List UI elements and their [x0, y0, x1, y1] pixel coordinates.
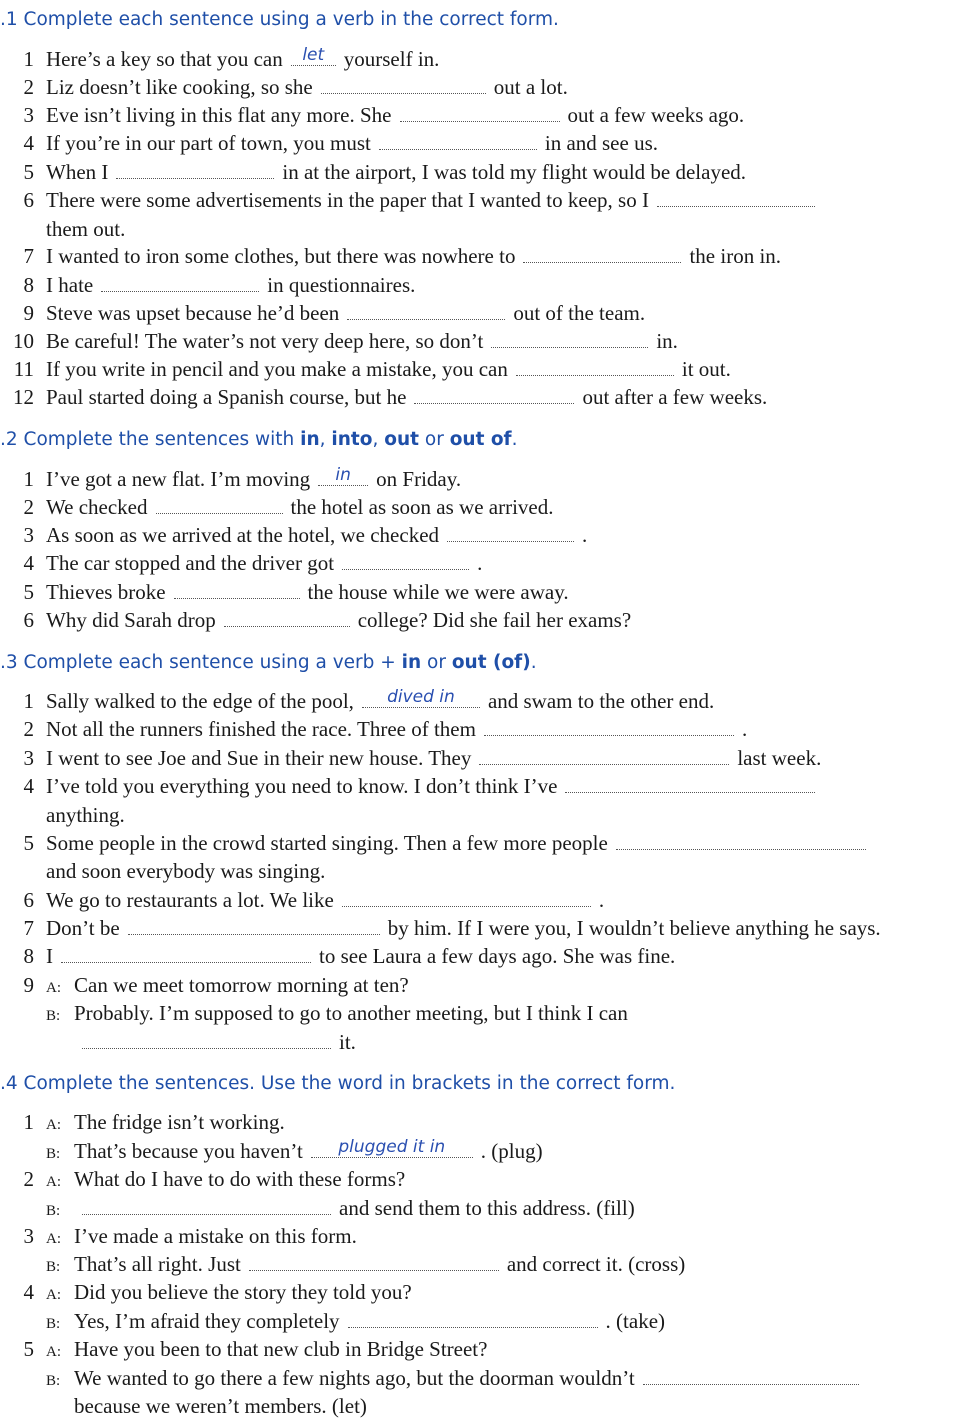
text-segment: on Friday. — [376, 467, 462, 491]
answer-blank[interactable] — [291, 47, 336, 66]
item-number: 1 — [23, 689, 34, 713]
text-segment: it out. — [681, 357, 731, 381]
exercise-line — [0, 606, 631, 634]
answer-blank[interactable] — [347, 301, 505, 320]
exercise-line — [0, 158, 746, 186]
answer-blank[interactable] — [565, 774, 815, 793]
text-segment: The fridge isn’t working. — [74, 1110, 285, 1134]
exercise-line — [0, 1392, 367, 1420]
item-number: 3 — [23, 103, 34, 127]
answer-blank[interactable] — [101, 273, 259, 292]
item-text — [46, 715, 747, 743]
section-title-part: Complete the sentences. Use the word in brackets in the correct form. — [23, 1073, 676, 1094]
exercise-line — [0, 129, 658, 157]
exercise-line — [0, 215, 125, 243]
text-segment: Sally walked to the edge of the pool, — [46, 689, 354, 713]
text-segment: the iron in. — [689, 244, 782, 268]
text-segment: to see Laura a few days ago. She was fine. — [319, 944, 676, 968]
answer-blank[interactable] — [61, 944, 311, 963]
answer-blank[interactable] — [116, 160, 274, 179]
text-segment: yourself in. — [343, 47, 440, 71]
text-segment: Eve isn’t living in this flat any more. She — [46, 103, 392, 127]
section-number: .2 — [0, 429, 18, 450]
exercise-line — [0, 1222, 357, 1250]
section-title-part: in — [300, 429, 320, 450]
item-number: 4 — [23, 551, 34, 575]
exercise-line — [0, 801, 125, 829]
text-segment: . — [598, 888, 605, 912]
item-text — [46, 549, 482, 577]
item-number: 9 — [23, 973, 34, 997]
answer-blank[interactable] — [479, 746, 729, 765]
answer-blank[interactable] — [82, 1196, 331, 1215]
item-number: 9 — [23, 301, 34, 325]
item-text — [46, 1194, 635, 1225]
answer-blank[interactable] — [321, 75, 486, 94]
text-segment: out after a few weeks. — [582, 385, 768, 409]
exercise-line — [0, 578, 569, 606]
item-text — [46, 271, 415, 299]
item-text — [46, 606, 631, 634]
item-number: 6 — [23, 188, 34, 212]
item-number: 4 — [23, 131, 34, 155]
text-segment: I’ve made a mistake on this form. — [74, 1224, 357, 1248]
item-text — [46, 1278, 412, 1309]
section-title-part: . — [511, 429, 518, 450]
item-text — [46, 914, 881, 942]
item-text — [46, 355, 731, 383]
text-segment: I’ve got a new flat. I’m moving — [46, 467, 311, 491]
item-number: 3 — [23, 523, 34, 547]
exercise-line — [0, 1335, 487, 1363]
text-segment: I hate — [46, 273, 94, 297]
section-number: .3 — [0, 652, 18, 673]
exercise-line — [0, 465, 461, 493]
item-text — [46, 158, 746, 186]
item-number: 11 — [13, 357, 34, 381]
answer-blank[interactable] — [523, 244, 681, 263]
item-number: 3 — [23, 1224, 34, 1248]
section-title-part: into — [331, 429, 373, 450]
exercise-line — [0, 1028, 356, 1056]
exercise-line — [0, 299, 645, 327]
section-title-part: Complete each sentence using a verb in the correct form. — [23, 9, 559, 30]
text-segment: and send them to this address. (fill) — [339, 1196, 635, 1220]
item-number: 6 — [23, 608, 34, 632]
item-text — [46, 1307, 665, 1338]
exercise-line — [0, 1307, 665, 1335]
exercise-line — [0, 1108, 285, 1136]
text-segment: Don’t be — [46, 916, 120, 940]
answer-blank[interactable] — [82, 1030, 331, 1049]
exercise-line — [0, 271, 415, 299]
item-number: 5 — [23, 580, 34, 604]
item-number: 5 — [23, 160, 34, 184]
answer-blank[interactable] — [311, 1139, 473, 1158]
item-text — [46, 801, 125, 829]
section-heading — [0, 6, 559, 34]
item-text — [46, 1108, 285, 1139]
exercise-line — [0, 1364, 867, 1392]
exercise-line — [0, 73, 568, 101]
answer-blank[interactable] — [491, 329, 648, 348]
item-number: 3 — [23, 746, 34, 770]
exercise-line — [0, 493, 554, 521]
text-segment: Be careful! The water’s not very deep here, so don’t — [46, 329, 484, 353]
handwritten-answer: let — [302, 45, 325, 65]
item-number: 10 — [13, 329, 34, 353]
speaker-label: A: — [46, 1287, 61, 1303]
text-segment: Why did Sarah drop — [46, 608, 216, 632]
exercise-line — [0, 914, 881, 942]
item-text — [46, 186, 823, 214]
text-segment: If you write in pencil and you make a mistake, you can — [46, 357, 508, 381]
speaker-label: A: — [46, 980, 61, 996]
answer-blank[interactable] — [342, 888, 591, 907]
item-text — [46, 299, 645, 327]
answer-blank[interactable] — [174, 580, 300, 599]
text-segment: and correct it. (cross) — [506, 1252, 686, 1276]
item-text — [46, 215, 125, 243]
item-number: 6 — [23, 888, 34, 912]
section-title-part: out — [384, 429, 419, 450]
exercise-line — [0, 101, 744, 129]
text-segment: When I — [46, 160, 109, 184]
text-segment: last week. — [737, 746, 822, 770]
handwritten-answer: plugged it in — [338, 1137, 446, 1157]
exercise-line — [0, 45, 439, 73]
item-text — [46, 578, 569, 606]
item-text — [46, 1222, 357, 1253]
item-number: 8 — [23, 273, 34, 297]
text-segment: I went to see Joe and Sue in their new house. They — [46, 746, 472, 770]
section-heading — [0, 649, 537, 677]
text-segment: in and see us. — [544, 131, 659, 155]
text-segment: . — [582, 523, 588, 547]
text-segment: I wanted to iron some clothes, but there was nowhere to — [46, 244, 516, 268]
speaker-label: B: — [46, 1146, 61, 1162]
section-title-part: out (of) — [451, 652, 531, 673]
exercise-line — [0, 744, 821, 772]
item-number: 7 — [23, 916, 34, 940]
item-text — [46, 129, 658, 157]
answer-blank[interactable] — [643, 1366, 859, 1385]
text-segment: them out. — [46, 217, 126, 241]
item-text — [46, 744, 821, 772]
text-segment: . (take) — [605, 1309, 666, 1333]
answer-blank[interactable] — [379, 131, 537, 150]
answer-blank[interactable] — [348, 1309, 598, 1328]
text-segment: We checked — [46, 495, 148, 519]
exercise-line — [0, 857, 325, 885]
section-heading — [0, 1070, 675, 1098]
text-segment: Paul started doing a Spanish course, but he — [46, 385, 407, 409]
speaker-label: A: — [46, 1117, 61, 1133]
item-number: 1 — [23, 467, 34, 491]
text-segment: Yes, I’m afraid they completely — [74, 1309, 340, 1333]
exercise-line — [0, 383, 767, 411]
speaker-label: B: — [46, 1373, 61, 1389]
speaker-label: B: — [46, 1203, 61, 1219]
speaker-label: B: — [46, 1316, 61, 1332]
text-segment: in at the airport, I was told my flight would be delayed. — [282, 160, 747, 184]
text-segment: Probably. I’m supposed to go to another meeting, but I think I can — [74, 1001, 628, 1025]
text-segment: Not all the runners finished the race. Three of them — [46, 717, 476, 741]
answer-blank[interactable] — [657, 188, 815, 207]
text-segment: Here’s a key so that you can — [46, 47, 283, 71]
item-text — [46, 1028, 356, 1056]
item-text — [46, 101, 744, 129]
item-text — [46, 829, 874, 857]
section-title-part: , — [319, 429, 332, 450]
text-segment: Liz doesn’t like cooking, so she — [46, 75, 313, 99]
text-segment: That’s because you haven’t — [74, 1139, 303, 1163]
section-title-part: , — [372, 429, 385, 450]
exercise-line — [0, 687, 714, 715]
text-segment: What do I have to do with these forms? — [74, 1167, 406, 1191]
text-segment: anything. — [46, 803, 125, 827]
item-number: 1 — [23, 1110, 34, 1134]
speaker-label: B: — [46, 1259, 61, 1275]
item-number: 12 — [13, 385, 34, 409]
text-segment: I — [46, 944, 53, 968]
answer-blank[interactable] — [414, 385, 574, 404]
item-text — [46, 687, 714, 715]
answer-blank[interactable] — [224, 608, 350, 627]
item-text — [46, 971, 409, 1002]
exercise-line — [0, 942, 675, 970]
item-text — [46, 1165, 405, 1196]
exercise-line — [0, 1250, 685, 1278]
item-text — [46, 521, 587, 549]
item-text — [46, 383, 767, 411]
text-segment: There were some advertisements in the paper that I wanted to keep, so I — [46, 188, 649, 212]
text-segment: out of the team. — [513, 301, 646, 325]
exercise-line — [0, 355, 731, 383]
speaker-label: A: — [46, 1231, 61, 1247]
item-number: 2 — [23, 1167, 34, 1191]
exercise-line — [0, 1137, 543, 1165]
text-segment: Steve was upset because he’d been — [46, 301, 340, 325]
text-segment: . (plug) — [480, 1139, 543, 1163]
text-segment: We wanted to go there a few nights ago, but the doorman wouldn’t — [74, 1366, 635, 1390]
answer-blank[interactable] — [447, 523, 574, 542]
answer-blank[interactable] — [616, 831, 866, 850]
text-segment: I’ve told you everything you need to know. I don’t think I’ve — [46, 774, 558, 798]
item-text — [46, 1137, 543, 1168]
answer-blank[interactable] — [400, 103, 560, 122]
exercise-line — [0, 521, 587, 549]
text-segment: . — [477, 551, 483, 575]
text-segment: by him. If I were you, I wouldn’t believe anything he says. — [387, 916, 881, 940]
answer-blank[interactable] — [342, 551, 469, 570]
item-number: 2 — [23, 495, 34, 519]
text-segment: the hotel as soon as we arrived. — [290, 495, 554, 519]
section-title-part: or — [419, 429, 450, 450]
speaker-label: B: — [46, 1008, 61, 1024]
text-segment: because we weren’t members. (let) — [74, 1394, 367, 1418]
item-text — [46, 772, 823, 800]
exercise-line — [0, 186, 823, 214]
item-number: 5 — [23, 1337, 34, 1361]
exercise-line — [0, 1194, 635, 1222]
item-text — [46, 1250, 685, 1281]
item-number: 8 — [23, 944, 34, 968]
item-text — [46, 465, 461, 493]
exercise-line — [0, 772, 823, 800]
text-segment: and soon everybody was singing. — [46, 859, 326, 883]
exercise-line — [0, 829, 874, 857]
text-segment: it. — [339, 1030, 356, 1054]
item-text — [46, 886, 604, 914]
answer-blank[interactable] — [156, 495, 283, 514]
text-segment: Some people in the crowd started singing. Then a few more people — [46, 831, 608, 855]
item-text — [46, 242, 781, 270]
item-text — [46, 493, 554, 521]
text-segment: As soon as we arrived at the hotel, we checked — [46, 523, 440, 547]
exercise-line — [0, 242, 781, 270]
text-segment: and swam to the other end. — [487, 689, 715, 713]
text-segment: . — [741, 717, 748, 741]
item-text — [46, 45, 439, 73]
answer-blank[interactable] — [362, 689, 480, 708]
item-text — [46, 942, 675, 970]
text-segment: We go to restaurants a lot. We like — [46, 888, 334, 912]
answer-blank[interactable] — [249, 1252, 499, 1271]
text-segment: Can we meet tomorrow morning at ten? — [74, 973, 409, 997]
text-segment: The car stopped and the driver got — [46, 551, 335, 575]
answer-blank[interactable] — [484, 717, 734, 736]
section-title-part: Complete each sentence using a verb + — [23, 652, 402, 673]
exercise-line — [0, 715, 747, 743]
text-segment: out a few weeks ago. — [567, 103, 745, 127]
section-title-part: Complete the sentences with — [23, 429, 301, 450]
exercise-line — [0, 327, 678, 355]
handwritten-answer: dived in — [387, 687, 455, 707]
item-number: 4 — [23, 1280, 34, 1304]
item-text — [46, 1335, 487, 1366]
item-text — [46, 73, 568, 101]
section-title-part: or — [421, 652, 452, 673]
text-segment: Have you been to that new club in Bridge Street? — [74, 1337, 488, 1361]
item-number: 2 — [23, 75, 34, 99]
answer-blank[interactable] — [516, 357, 674, 376]
text-segment: the house while we were away. — [307, 580, 569, 604]
section-heading — [0, 426, 518, 454]
handwritten-answer: in — [335, 465, 351, 485]
text-segment: in questionnaires. — [267, 273, 416, 297]
text-segment: That’s all right. Just — [74, 1252, 241, 1276]
item-number: 5 — [23, 831, 34, 855]
item-text — [46, 327, 678, 355]
speaker-label: A: — [46, 1174, 61, 1190]
exercise-line — [0, 999, 628, 1027]
text-segment: Thieves broke — [46, 580, 166, 604]
text-segment: out a lot. — [493, 75, 568, 99]
item-number: 2 — [23, 717, 34, 741]
answer-blank[interactable] — [318, 467, 368, 486]
text-segment: Did you believe the story they told you? — [74, 1280, 412, 1304]
text-segment: If you’re in our part of town, you must — [46, 131, 371, 155]
section-title-part: out of — [449, 429, 512, 450]
exercise-line — [0, 971, 409, 999]
text-segment: in. — [656, 329, 678, 353]
text-segment: college? Did she fail her exams? — [357, 608, 632, 632]
item-text — [46, 857, 325, 885]
section-number: .1 — [0, 9, 18, 30]
answer-blank[interactable] — [128, 916, 380, 935]
exercise-line — [0, 1165, 405, 1193]
item-text — [46, 1392, 367, 1420]
section-number: .4 — [0, 1073, 18, 1094]
speaker-label: A: — [46, 1344, 61, 1360]
item-text — [46, 999, 628, 1030]
exercise-line — [0, 549, 482, 577]
exercise-line — [0, 1278, 412, 1306]
section-title-part: . — [530, 652, 537, 673]
item-number: 4 — [23, 774, 34, 798]
item-number: 1 — [23, 47, 34, 71]
item-number: 7 — [23, 244, 34, 268]
section-title-part: in — [401, 652, 422, 673]
exercise-line — [0, 886, 604, 914]
item-text — [46, 1364, 867, 1395]
